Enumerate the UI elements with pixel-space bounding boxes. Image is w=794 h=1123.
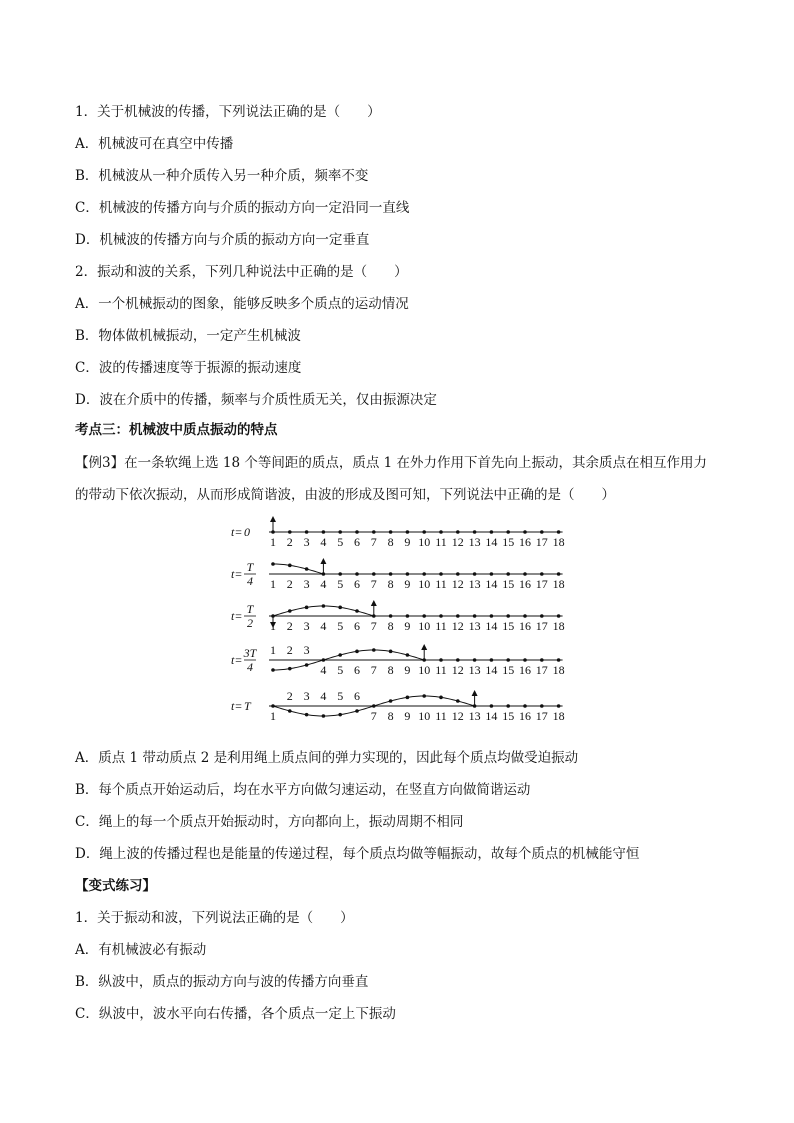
particle-number-label: 10 (418, 577, 431, 591)
particle-dot (540, 658, 544, 662)
particle-number-label: 7 (370, 535, 377, 549)
particle-dot (355, 609, 359, 613)
particle-dot (557, 530, 561, 534)
particle-number-label: 18 (552, 535, 565, 549)
particle-dot (422, 530, 426, 534)
particle-dot (490, 614, 494, 618)
particle-dot (406, 614, 410, 618)
particle-dot (288, 564, 292, 568)
motion-arrow-head (421, 644, 427, 650)
particle-number-label: 7 (370, 663, 377, 677)
particle-number-label: 14 (485, 709, 498, 723)
particle-number-label: 15 (502, 535, 515, 549)
particle-dot (389, 530, 393, 534)
time-label-value: 0 (244, 525, 250, 539)
particle-number-label: 4 (320, 535, 327, 549)
particle-number-label: 1 (270, 643, 276, 657)
text-line: D．绳上波的传播过程也是能量的传递过程，每个质点均做等幅振动，故每个质点的机械能守恒 (75, 846, 640, 862)
particle-number-label: 5 (337, 619, 344, 633)
particle-number-label: 3 (303, 643, 310, 657)
particle-number-label: 13 (468, 619, 481, 633)
time-label-numerator: T (246, 602, 254, 616)
particle-number-label: 11 (435, 619, 447, 633)
practice-heading: 【变式练习】 (75, 878, 156, 894)
particle-dot (456, 699, 460, 703)
particle-dot (540, 530, 544, 534)
particle-dot (406, 572, 410, 576)
motion-arrow-head (472, 690, 478, 696)
time-label-denominator: 2 (247, 616, 253, 630)
particle-dot (271, 562, 275, 566)
particle-dot (305, 606, 309, 610)
particle-dot (473, 614, 477, 618)
text-line: C．机械波的传播方向与介质的振动方向一定沿同一直线 (75, 200, 410, 216)
particle-dot (372, 648, 376, 652)
particle-dot (288, 709, 292, 713)
particle-dot (506, 572, 510, 576)
particle-number-label: 4 (320, 619, 327, 633)
particle-number-label: 12 (451, 709, 464, 723)
particle-dot (456, 614, 460, 618)
particle-number-label: 17 (535, 535, 548, 549)
particle-number-label: 3 (303, 689, 310, 703)
particle-number-label: 10 (418, 709, 431, 723)
time-label-prefix: t= (231, 653, 243, 667)
text-line: 的带动下依次振动，从而形成简谐波，由波的形成及图可知，下列说法中正确的是（ ） (75, 487, 615, 503)
particle-number-label: 13 (468, 663, 481, 677)
particle-dot (523, 530, 527, 534)
particle-dot (506, 614, 510, 618)
text-line: B．物体做机械振动，一定产生机械波 (75, 328, 301, 344)
text-line: C．绳上的每一个质点开始振动时，方向都向上，振动周期不相同 (75, 814, 464, 830)
particle-number-label: 9 (404, 535, 411, 549)
particle-number-label: 3 (303, 535, 310, 549)
particle-dot (523, 614, 527, 618)
text-line: C．波的传播速度等于振源的振动速度 (75, 360, 302, 376)
particle-number-label: 13 (468, 535, 481, 549)
particle-dot (473, 658, 477, 662)
particle-number-label: 14 (485, 577, 498, 591)
particle-number-label: 15 (502, 619, 515, 633)
text-line: 【例3】在一条软绳上选 18 个等间距的质点，质点 1 在外力作用下首先向上振动，其余质点在相互作用力 (75, 455, 708, 471)
particle-dot (389, 572, 393, 576)
particle-dot (355, 572, 359, 576)
text-line: A．有机械波必有振动 (75, 942, 207, 958)
text-line: D．机械波的传播方向与介质的振动方向一定垂直 (75, 232, 370, 248)
time-label-prefix: t= (231, 609, 243, 623)
motion-arrow-head (320, 558, 326, 564)
particle-dot (540, 704, 544, 708)
text-line: 1．关于机械波的传播，下列说法正确的是（ ） (75, 104, 381, 120)
particle-dot (557, 572, 561, 576)
particle-number-label: 7 (370, 619, 377, 633)
particle-number-label: 10 (418, 663, 431, 677)
particle-dot (338, 713, 342, 717)
particle-number-label: 2 (286, 643, 293, 657)
particle-number-label: 18 (552, 577, 565, 591)
particle-number-label: 1 (270, 709, 276, 723)
particle-dot (322, 530, 326, 534)
particle-dot (456, 572, 460, 576)
particle-number-label: 11 (435, 663, 447, 677)
particle-number-label: 17 (535, 619, 548, 633)
particle-number-label: 12 (451, 577, 464, 591)
particle-dot (322, 714, 326, 718)
particle-number-label: 9 (404, 619, 411, 633)
particle-dot (389, 699, 393, 703)
particle-dot (422, 614, 426, 618)
particle-dot (338, 572, 342, 576)
particle-number-label: 9 (404, 577, 411, 591)
particle-dot (557, 614, 561, 618)
particle-number-label: 5 (337, 663, 344, 677)
particle-number-label: 6 (354, 689, 360, 703)
particle-number-label: 17 (535, 577, 548, 591)
text-line: B．每个质点开始运动后，均在水平方向做匀速运动，在竖直方向做简谐运动 (75, 782, 531, 798)
particle-number-label: 14 (485, 535, 498, 549)
particle-number-label: 7 (370, 709, 377, 723)
time-label-prefix: t= (231, 699, 243, 713)
time-label-prefix: t= (231, 525, 243, 539)
particle-dot (372, 704, 376, 708)
particle-number-label: 16 (519, 709, 531, 723)
particle-number-label: 18 (552, 619, 565, 633)
particle-number-label: 11 (435, 577, 447, 591)
particle-number-label: 12 (451, 619, 464, 633)
particle-number-label: 5 (337, 577, 344, 591)
particle-dot (372, 572, 376, 576)
particle-number-label: 6 (354, 663, 360, 677)
particle-dot (557, 658, 561, 662)
particle-number-label: 5 (337, 535, 344, 549)
particle-number-label: 5 (337, 689, 344, 703)
particle-dot (372, 530, 376, 534)
text-line: C．纵波中，波水平向右传播，各个质点一定上下振动 (75, 1006, 396, 1022)
particle-number-label: 12 (451, 663, 464, 677)
time-label-prefix: t= (231, 567, 243, 581)
particle-number-label: 7 (370, 577, 377, 591)
particle-number-label: 2 (286, 619, 293, 633)
particle-number-label: 3 (303, 619, 310, 633)
particle-dot (406, 530, 410, 534)
particle-dot (422, 572, 426, 576)
particle-dot (439, 696, 443, 700)
particle-dot (389, 614, 393, 618)
particle-number-label: 4 (320, 663, 327, 677)
particle-dot (355, 650, 359, 654)
particle-dot (439, 614, 443, 618)
particle-number-label: 8 (387, 709, 394, 723)
particle-dot (338, 530, 342, 534)
particle-dot (305, 713, 309, 717)
particle-number-label: 12 (451, 535, 464, 549)
time-label-numerator: T (246, 560, 254, 574)
text-line: A．机械波可在真空中传播 (75, 136, 234, 152)
particle-number-label: 16 (519, 619, 531, 633)
particle-dot (523, 704, 527, 708)
particle-number-label: 8 (387, 535, 394, 549)
particle-number-label: 14 (485, 663, 498, 677)
particle-dot (305, 530, 309, 534)
particle-number-label: 14 (485, 619, 498, 633)
particle-number-label: 13 (468, 577, 481, 591)
particle-dot (406, 696, 410, 700)
particle-number-label: 15 (502, 577, 515, 591)
particle-dot (456, 530, 460, 534)
particle-dot (439, 572, 443, 576)
section-heading: 考点三：机械波中质点振动的特点 (75, 422, 278, 438)
particle-number-label: 8 (387, 577, 394, 591)
particle-dot (490, 530, 494, 534)
particle-dot (288, 609, 292, 613)
particle-dot (271, 704, 275, 708)
particle-dot (540, 572, 544, 576)
time-label-denominator: 4 (247, 660, 253, 674)
particle-number-label: 9 (404, 663, 411, 677)
particle-dot (490, 658, 494, 662)
particle-dot (473, 572, 477, 576)
particle-number-label: 6 (354, 619, 360, 633)
particle-number-label: 10 (418, 535, 431, 549)
particle-number-label: 6 (354, 577, 360, 591)
particle-dot (557, 704, 561, 708)
particle-dot (288, 530, 292, 534)
particle-number-label: 18 (552, 709, 565, 723)
text-line: A．质点 1 带动质点 2 是利用绳上质点间的弹力实现的，因此每个质点均做受迫振动 (75, 750, 579, 766)
particle-number-label: 16 (519, 577, 531, 591)
particle-dot (506, 530, 510, 534)
text-line: A．一个机械振动的图象，能够反映多个质点的运动情况 (75, 296, 409, 312)
particle-number-label: 10 (418, 619, 431, 633)
particle-number-label: 13 (468, 709, 481, 723)
particle-number-label: 8 (387, 663, 394, 677)
particle-number-label: 1 (270, 577, 276, 591)
particle-number-label: 4 (320, 577, 327, 591)
text-line: 1．关于振动和波，下列说法正确的是（ ） (75, 910, 354, 926)
particle-dot (389, 650, 393, 654)
particle-dot (490, 704, 494, 708)
particle-number-label: 2 (286, 577, 293, 591)
particle-dot (406, 653, 410, 657)
particle-number-label: 3 (303, 577, 310, 591)
time-label-numerator: 3T (243, 646, 257, 660)
text-line: D．波在介质中的传播，频率与介质性质无关，仅由振源决定 (75, 392, 437, 408)
particle-number-label: 2 (286, 689, 293, 703)
text-line: 2．振动和波的关系，下列几种说法中正确的是（ ） (75, 264, 408, 280)
particle-dot (540, 614, 544, 618)
particle-number-label: 11 (435, 535, 447, 549)
particle-dot (338, 653, 342, 657)
particle-dot (473, 530, 477, 534)
motion-arrow-head (270, 516, 276, 522)
particle-number-label: 11 (435, 709, 447, 723)
text-line: B．纵波中，质点的振动方向与波的传播方向垂直 (75, 974, 369, 990)
particle-dot (305, 567, 309, 571)
particle-number-label: 17 (535, 663, 548, 677)
particle-number-label: 16 (519, 535, 531, 549)
particle-dot (338, 606, 342, 610)
particle-number-label: 15 (502, 663, 515, 677)
particle-dot (439, 530, 443, 534)
particle-dot (355, 530, 359, 534)
particle-dot (506, 658, 510, 662)
particle-number-label: 16 (519, 663, 531, 677)
particle-dot (305, 663, 309, 667)
particle-number-label: 1 (270, 619, 276, 633)
particle-number-label: 4 (320, 689, 327, 703)
particle-dot (456, 658, 460, 662)
particle-number-label: 15 (502, 709, 515, 723)
particle-dot (288, 667, 292, 671)
particle-dot (439, 658, 443, 662)
particle-dot (506, 704, 510, 708)
particle-number-label: 8 (387, 619, 394, 633)
time-label-denominator: 4 (247, 574, 253, 588)
particle-number-label: 2 (286, 535, 293, 549)
particle-number-label: 6 (354, 535, 360, 549)
particle-dot (422, 694, 426, 698)
particle-number-label: 1 (270, 535, 276, 549)
particle-dot (490, 572, 494, 576)
wave-curve (273, 564, 323, 574)
particle-dot (523, 658, 527, 662)
particle-dot (523, 572, 527, 576)
particle-dot (355, 709, 359, 713)
motion-arrow-head (371, 600, 377, 606)
particle-number-label: 17 (535, 709, 548, 723)
time-label-value: T (244, 699, 251, 713)
particle-number-label: 18 (552, 663, 565, 677)
particle-dot (322, 604, 326, 608)
particle-dot (271, 668, 275, 672)
text-line: B．机械波从一种介质传入另一种介质，频率不变 (75, 168, 369, 184)
wave-formation-figure (225, 512, 565, 736)
particle-number-label: 9 (404, 709, 411, 723)
particle-dot (322, 658, 326, 662)
